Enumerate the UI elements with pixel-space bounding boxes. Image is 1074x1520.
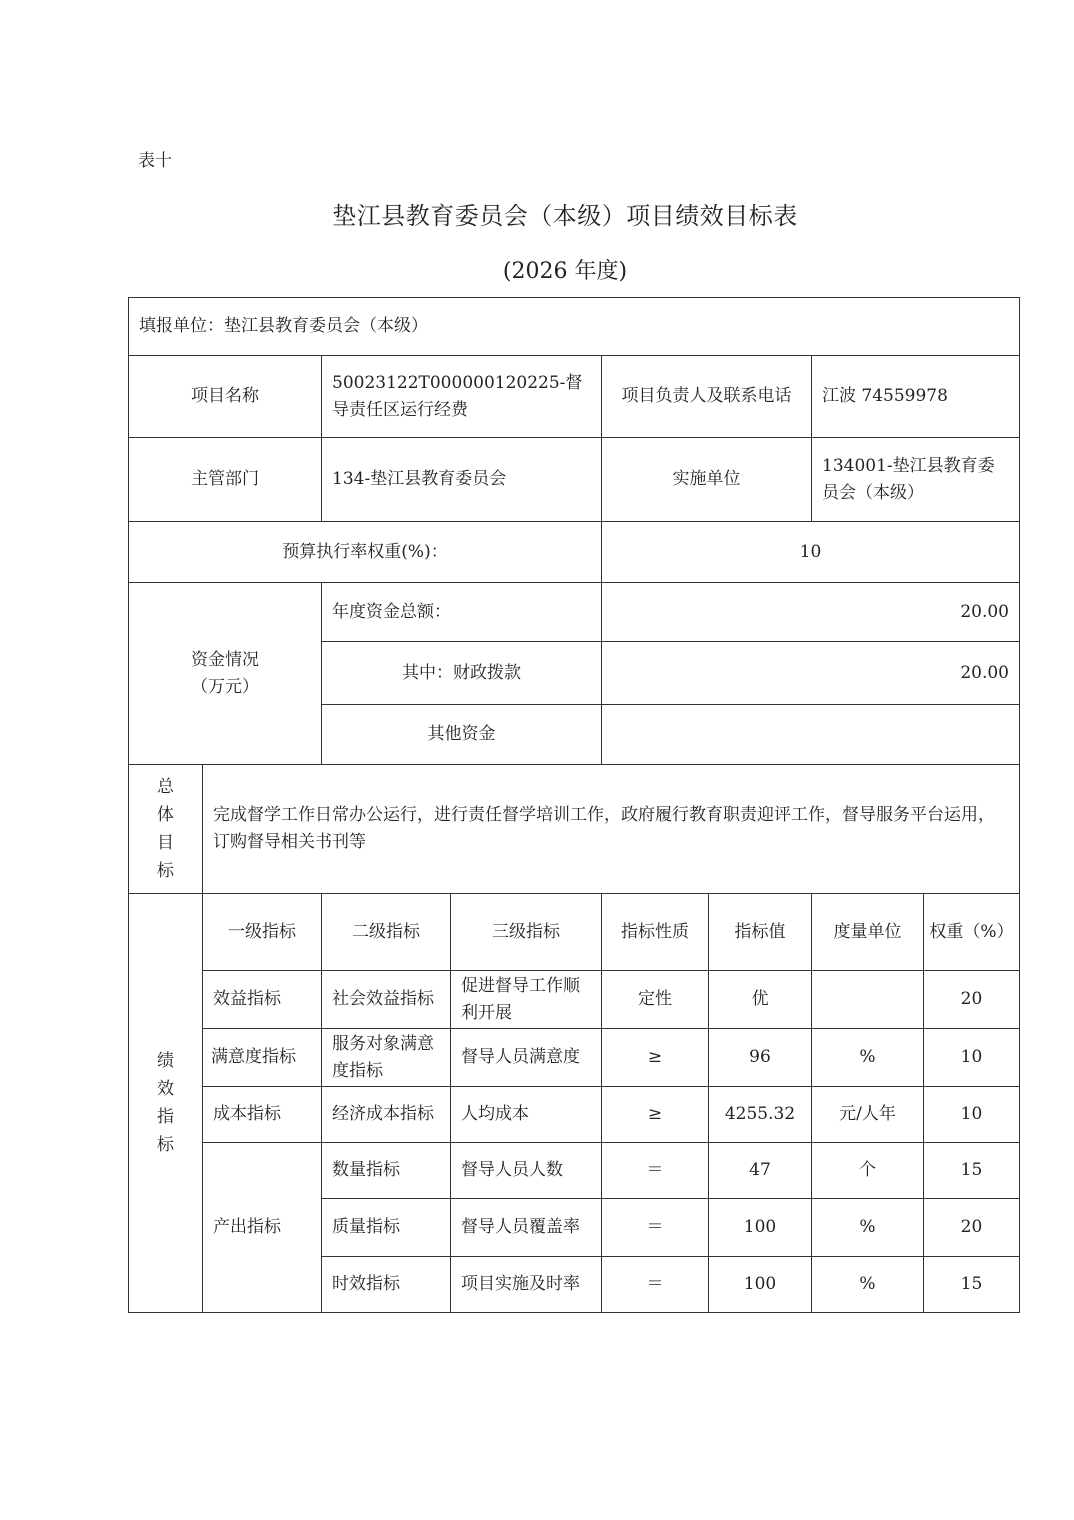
implementing-unit-label: 实施单位	[602, 438, 812, 522]
indicator-nature: ＝	[602, 1199, 709, 1257]
indicator-level1: 满意度指标	[203, 1029, 322, 1087]
table-row	[129, 971, 1020, 1029]
indicators-label-char: 绩	[157, 1051, 174, 1071]
overall-goal-label-char: 总	[157, 777, 174, 797]
reporting-unit-row	[129, 298, 1020, 356]
indicator-unit: 元/人年	[812, 1087, 924, 1143]
indicator-unit: %	[812, 1199, 924, 1257]
document-year: (2026 年度)	[502, 259, 628, 284]
indicator-unit: 个	[812, 1143, 924, 1199]
overall-goal-row	[129, 765, 1020, 894]
table-row	[129, 1087, 1020, 1143]
indicator-unit	[812, 971, 924, 1029]
indicator-value: 4255.32	[709, 1087, 812, 1143]
indicator-level1: 产出指标	[203, 1143, 322, 1313]
project-name-value: 50023122T000000120225-督导责任区运行经费	[322, 356, 602, 438]
document-title: 垫江县教育委员会（本级）项目绩效目标表	[332, 202, 798, 230]
performance-target-table	[128, 297, 1020, 1313]
indicator-level2: 质量指标	[322, 1199, 451, 1257]
department-value: 134-垫江县教育委员会	[322, 438, 602, 522]
table-row	[129, 1143, 1020, 1199]
department-label: 主管部门	[129, 438, 322, 522]
indicators-label-char: 指	[157, 1107, 174, 1127]
indicator-value: 96	[709, 1029, 812, 1087]
budget-weight-label: 预算执行率权重(%)：	[129, 522, 602, 583]
funds-total-value: 20.00	[602, 583, 1020, 642]
header-weight: 权重（%）	[924, 894, 1020, 971]
funds-fiscal-label: 其中：财政拨款	[322, 642, 602, 705]
indicator-weight: 10	[924, 1029, 1020, 1087]
indicator-nature: ≥	[602, 1087, 709, 1143]
table-number-label: 表十	[138, 151, 172, 171]
project-name-label: 项目名称	[129, 356, 322, 438]
indicator-level2: 经济成本指标	[322, 1087, 451, 1143]
indicator-unit: %	[812, 1029, 924, 1087]
header-level1: 一级指标	[203, 894, 322, 971]
budget-weight-value: 10	[602, 522, 1020, 583]
overall-goal-text: 完成督学工作日常办公运行，进行责任督学培训工作，政府履行教育职责迎评工作，督导服务平台运用，订购督导相关书刊等	[203, 765, 1020, 894]
indicator-nature: 定性	[602, 971, 709, 1029]
indicator-weight: 15	[924, 1143, 1020, 1199]
indicator-level3: 督导人员满意度	[451, 1029, 602, 1087]
indicator-level3: 项目实施及时率	[451, 1257, 602, 1313]
overall-goal-label-char: 标	[157, 861, 174, 881]
department-row	[129, 438, 1020, 522]
header-level2: 二级指标	[322, 894, 451, 971]
funds-label-line1: 资金情况	[191, 649, 259, 670]
indicator-nature: ≥	[602, 1029, 709, 1087]
indicator-value: 优	[709, 971, 812, 1029]
header-value: 指标值	[709, 894, 812, 971]
indicator-level1: 效益指标	[203, 971, 322, 1029]
indicator-weight: 15	[924, 1257, 1020, 1313]
indicator-nature: ＝	[602, 1143, 709, 1199]
contact-label: 项目负责人及联系电话	[602, 356, 812, 438]
funds-label-line2: （万元）	[191, 676, 259, 697]
indicator-weight: 20	[924, 971, 1020, 1029]
project-row	[129, 356, 1020, 438]
funds-total-row	[129, 583, 1020, 642]
header-unit: 度量单位	[812, 894, 924, 971]
indicator-level2: 时效指标	[322, 1257, 451, 1313]
budget-weight-row	[129, 522, 1020, 583]
indicators-header-row	[129, 894, 1020, 971]
contact-value: 江波 74559978	[812, 356, 1020, 438]
indicator-unit: %	[812, 1257, 924, 1313]
indicator-level2: 数量指标	[322, 1143, 451, 1199]
indicator-value: 100	[709, 1199, 812, 1257]
header-nature: 指标性质	[602, 894, 709, 971]
indicator-value: 47	[709, 1143, 812, 1199]
indicator-value: 100	[709, 1257, 812, 1313]
reporting-unit: 填报单位：垫江县教育委员会（本级）	[129, 298, 1020, 356]
funds-fiscal-value: 20.00	[602, 642, 1020, 705]
header-level3: 三级指标	[451, 894, 602, 971]
indicators-label-char: 效	[157, 1079, 174, 1099]
indicator-level2: 服务对象满意度指标	[322, 1029, 451, 1087]
funds-label	[129, 583, 322, 765]
overall-goal-label-char: 目	[157, 833, 174, 853]
indicator-level3: 督导人员人数	[451, 1143, 602, 1199]
indicators-label	[129, 894, 203, 1313]
indicator-weight: 20	[924, 1199, 1020, 1257]
indicator-nature: ＝	[602, 1257, 709, 1313]
indicator-level3: 人均成本	[451, 1087, 602, 1143]
funds-other-value	[602, 705, 1020, 765]
funds-total-label: 年度资金总额：	[322, 583, 602, 642]
indicator-level1: 成本指标	[203, 1087, 322, 1143]
indicator-weight: 10	[924, 1087, 1020, 1143]
table-row	[129, 1029, 1020, 1087]
overall-goal-label-char: 体	[157, 805, 174, 825]
indicators-label-char: 标	[157, 1135, 174, 1155]
indicator-level2: 社会效益指标	[322, 971, 451, 1029]
indicator-level3: 促进督导工作顺利开展	[451, 971, 602, 1029]
funds-other-label: 其他资金	[322, 705, 602, 765]
overall-goal-label	[129, 765, 203, 894]
indicator-level3: 督导人员覆盖率	[451, 1199, 602, 1257]
implementing-unit-value: 134001-垫江县教育委员会（本级）	[812, 438, 1020, 522]
